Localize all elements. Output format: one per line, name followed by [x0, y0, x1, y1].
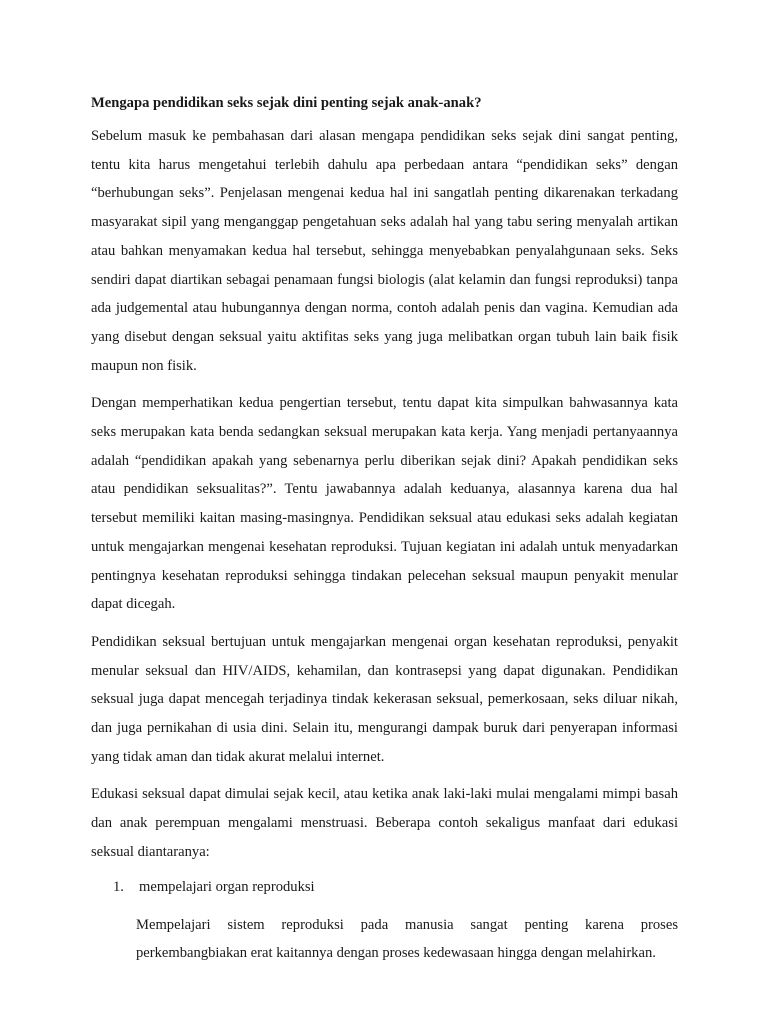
- list-item-header: [91, 876, 678, 898]
- document-heading: Mengapa pendidikan seks sejak dini penting sejak anak-anak?: [91, 95, 482, 111]
- numbered-list: [91, 876, 678, 968]
- paragraph-1: Sebelum masuk ke pembahasan dari alasan mengapa pendidikan seks sejak dini sangat penting, tentu kita harus mengetahui terlebih dahulu apa perbedaan antara “pendidikan seks” dengan “berhubungan seks”. Penjelasan mengenai kedua hal ini sangatlah penting dikarenakan terkadang masyarakat sipil yang menganggap pengetahuan seks adalah hal yang tabu sering menyalah artikan atau bahkan menyamakan kedua hal tersebut, sehingga menyebabkan penyalahgunaan seks. Seks sendiri dapat diartikan sebagai penamaan fungsi biologis (alat kelamin dan fungsi reproduksi) tanpa ada judgemental atau hubungannya dengan norma, contoh adalah penis dan vagina. Kemudian ada yang disebut dengan seksual yaitu aktifitas seks yang juga melibatkan organ tubuh lain baik fisik maupun non fisik.: [91, 128, 678, 374]
- list-item: [91, 876, 678, 968]
- list-item-body: Mempelajari sistem reproduksi pada manusia sangat penting karena proses perkembangbiakan erat kaitannya dengan proses kedewasaan hingga dengan melahirkan.: [136, 916, 678, 962]
- paragraph-4: Edukasi seksual dapat dimulai sejak kecil, atau ketika anak laki-laki mulai mengalami mimpi basah dan anak perempuan mengalami menstruasi. Beberapa contoh sekaligus manfaat dari edukasi seksual diantaranya:: [91, 786, 678, 860]
- paragraph-2: Dengan memperhatikan kedua pengertian tersebut, tentu dapat kita simpulkan bahwasannya kata seks merupakan kata benda sedangkan seksual merupakan kata kerja. Yang menjadi pertanyaannya adalah “pendidikan apakah yang sebenarnya perlu diberikan sejak dini? Apakah pendidikan seks atau pendidikan seksualitas?”. Tentu jawabannya adalah keduanya, alasannya karena dua hal tersebut memiliki kaitan masing-masingnya. Pendidikan seksual atau edukasi seks adalah kegiatan untuk mengajarkan mengenai kesehatan reproduksi. Tujuan kegiatan ini adalah untuk menyadarkan pentingnya kesehatan reproduksi sehingga tindakan pelecehan seksual maupun penyakit menular dapat dicegah.: [91, 395, 678, 613]
- document-content: [91, 93, 678, 968]
- list-item-title: mempelajari organ reproduksi: [139, 878, 315, 895]
- list-item-number: 1.: [113, 878, 124, 895]
- paragraph-3: Pendidikan seksual bertujuan untuk mengajarkan mengenai organ kesehatan reproduksi, penyakit menular seksual dan HIV/AIDS, kehamilan, dan kontrasepsi yang dapat digunakan. Pendidikan seksual juga dapat mencegah terjadinya tindak kekerasan seksual, pemerkosaan, seks diluar nikah, dan juga pernikahan di usia dini. Selain itu, mengurangi dampak buruk dari penyerapan informasi yang tidak aman dan tidak akurat melalui internet.: [91, 633, 678, 765]
